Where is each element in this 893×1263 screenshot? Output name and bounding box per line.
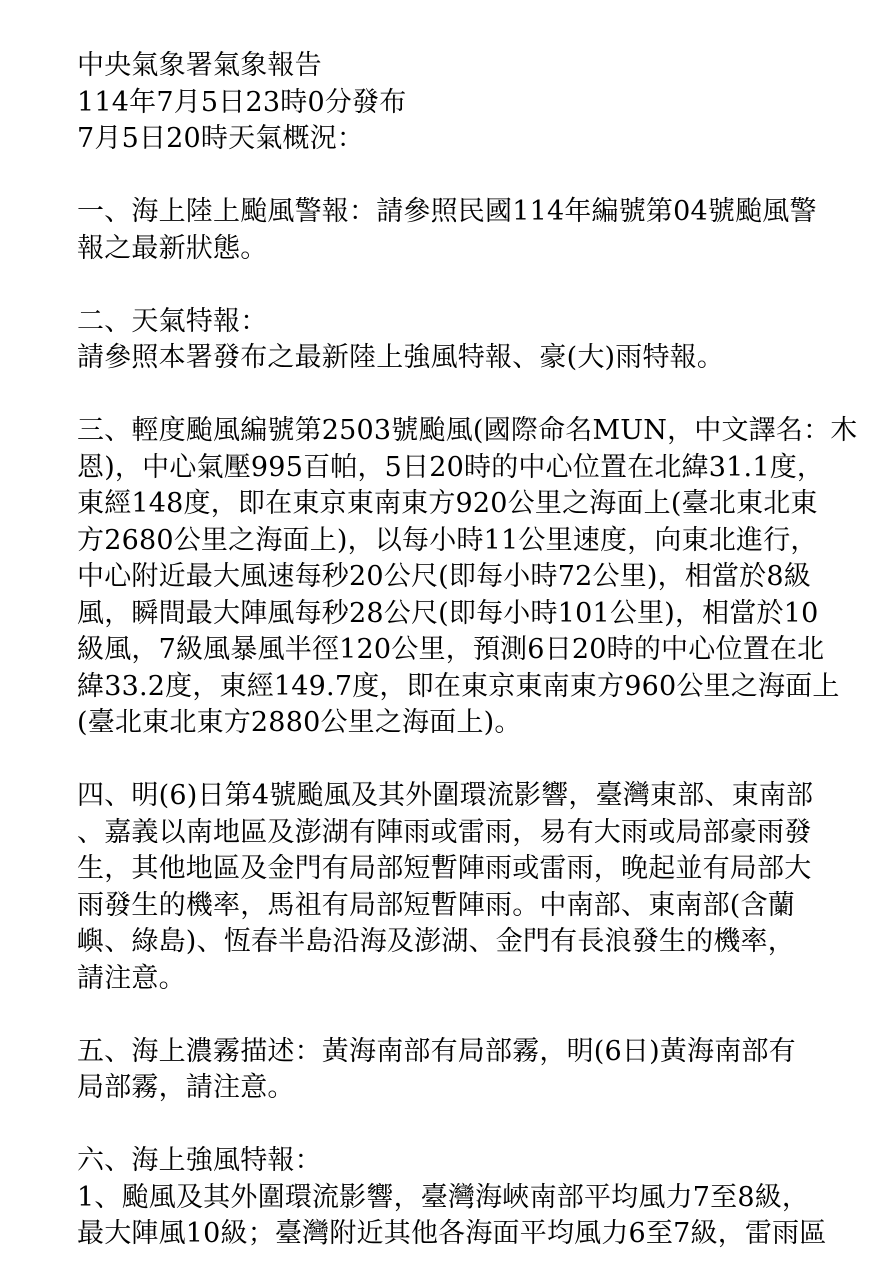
paragraph-spacer [77, 997, 823, 1034]
section-line: 最大陣風10級；臺灣附近其他各海面平均風力6至7級，雷雨區 [77, 1218, 827, 1249]
section-line: 六、海上強風特報： [77, 1145, 322, 1176]
section-typhoon-warning [77, 194, 823, 267]
overview-heading: 7月5日20時天氣概況： [77, 123, 365, 154]
section-line: 恩)，中心氣壓995百帕，5日20時的中心位置在北緯31.1度， [77, 451, 825, 483]
section-line: 請注意。 [77, 962, 186, 994]
section-line: 東經148度，即在東京東南東方920公里之海面上(臺北東北東 [77, 488, 818, 519]
section-line: 一、海上陸上颱風警報：請參照民國114年編號第04號颱風警 [77, 196, 817, 227]
section-tomorrow-weather [77, 778, 823, 997]
section-weather-special-report [77, 304, 823, 377]
paragraph-spacer [77, 267, 823, 304]
section-marine-fog [77, 1034, 823, 1107]
section-line: 1、颱風及其外圍環流影響，臺灣海峽南部平均風力7至8級， [77, 1181, 810, 1213]
section-marine-strong-wind [77, 1143, 827, 1253]
section-line: 中心附近最大風速每秒20公尺(即每小時72公里)，相當於8級 [77, 561, 811, 592]
paragraph-spacer [77, 377, 823, 414]
section-line: 風，瞬間最大陣風每秒28公尺(即每小時101公里)，相當於10 [77, 597, 819, 629]
paragraph-spacer [77, 158, 823, 195]
section-line: 三、輕度颱風編號第2503號颱風(國際命名MUN，中文譯名：木 [77, 415, 858, 446]
paragraph-spacer [77, 742, 823, 779]
section-line: 四、明(6)日第4號颱風及其外圍環流影響，臺灣東部、東南部 [77, 780, 814, 811]
section-line: 請參照本署發布之最新陸上強風特報、豪(大)雨特報。 [77, 342, 725, 373]
section-line: (臺北東北東方2880公里之海面上)。 [77, 707, 522, 738]
section-line: 級風，7級風暴風半徑120公里，預測6日20時的中心位置在北 [77, 634, 825, 665]
issued-time: 114年7月5日23時0分發布 [77, 86, 407, 118]
section-line: 局部霧，請注意。 [77, 1072, 295, 1103]
section-line: 二、天氣特報： [77, 305, 268, 337]
section-line: 方2680公里之海面上)，以每小時11公里速度，向東北進行， [77, 524, 818, 556]
paragraph-spacer [77, 1107, 823, 1144]
section-line: 、嘉義以南地區及澎湖有陣雨或雷雨，易有大雨或局部豪雨發 [77, 816, 812, 848]
section-line: 五、海上濃霧描述：黃海南部有局部霧，明(6日)黃海南部有 [77, 1035, 796, 1067]
section-line: 雨發生的機率，馬祖有局部短暫陣雨。中南部、東南部(含蘭 [77, 889, 795, 921]
section-typhoon-2503 [77, 413, 858, 742]
section-line: 生，其他地區及金門有局部短暫陣雨或雷雨，晚起並有局部大 [77, 853, 812, 884]
section-line: 緯33.2度，東經149.7度，即在東京東南東方960公里之海面上 [77, 670, 840, 702]
section-line: 嶼、綠島)、恆春半島沿海及澎湖、金門有長浪發生的機率， [77, 926, 795, 957]
section-line: 報之最新狀態。 [77, 232, 268, 264]
report-title: 中央氣象署氣象報告 [77, 50, 322, 81]
